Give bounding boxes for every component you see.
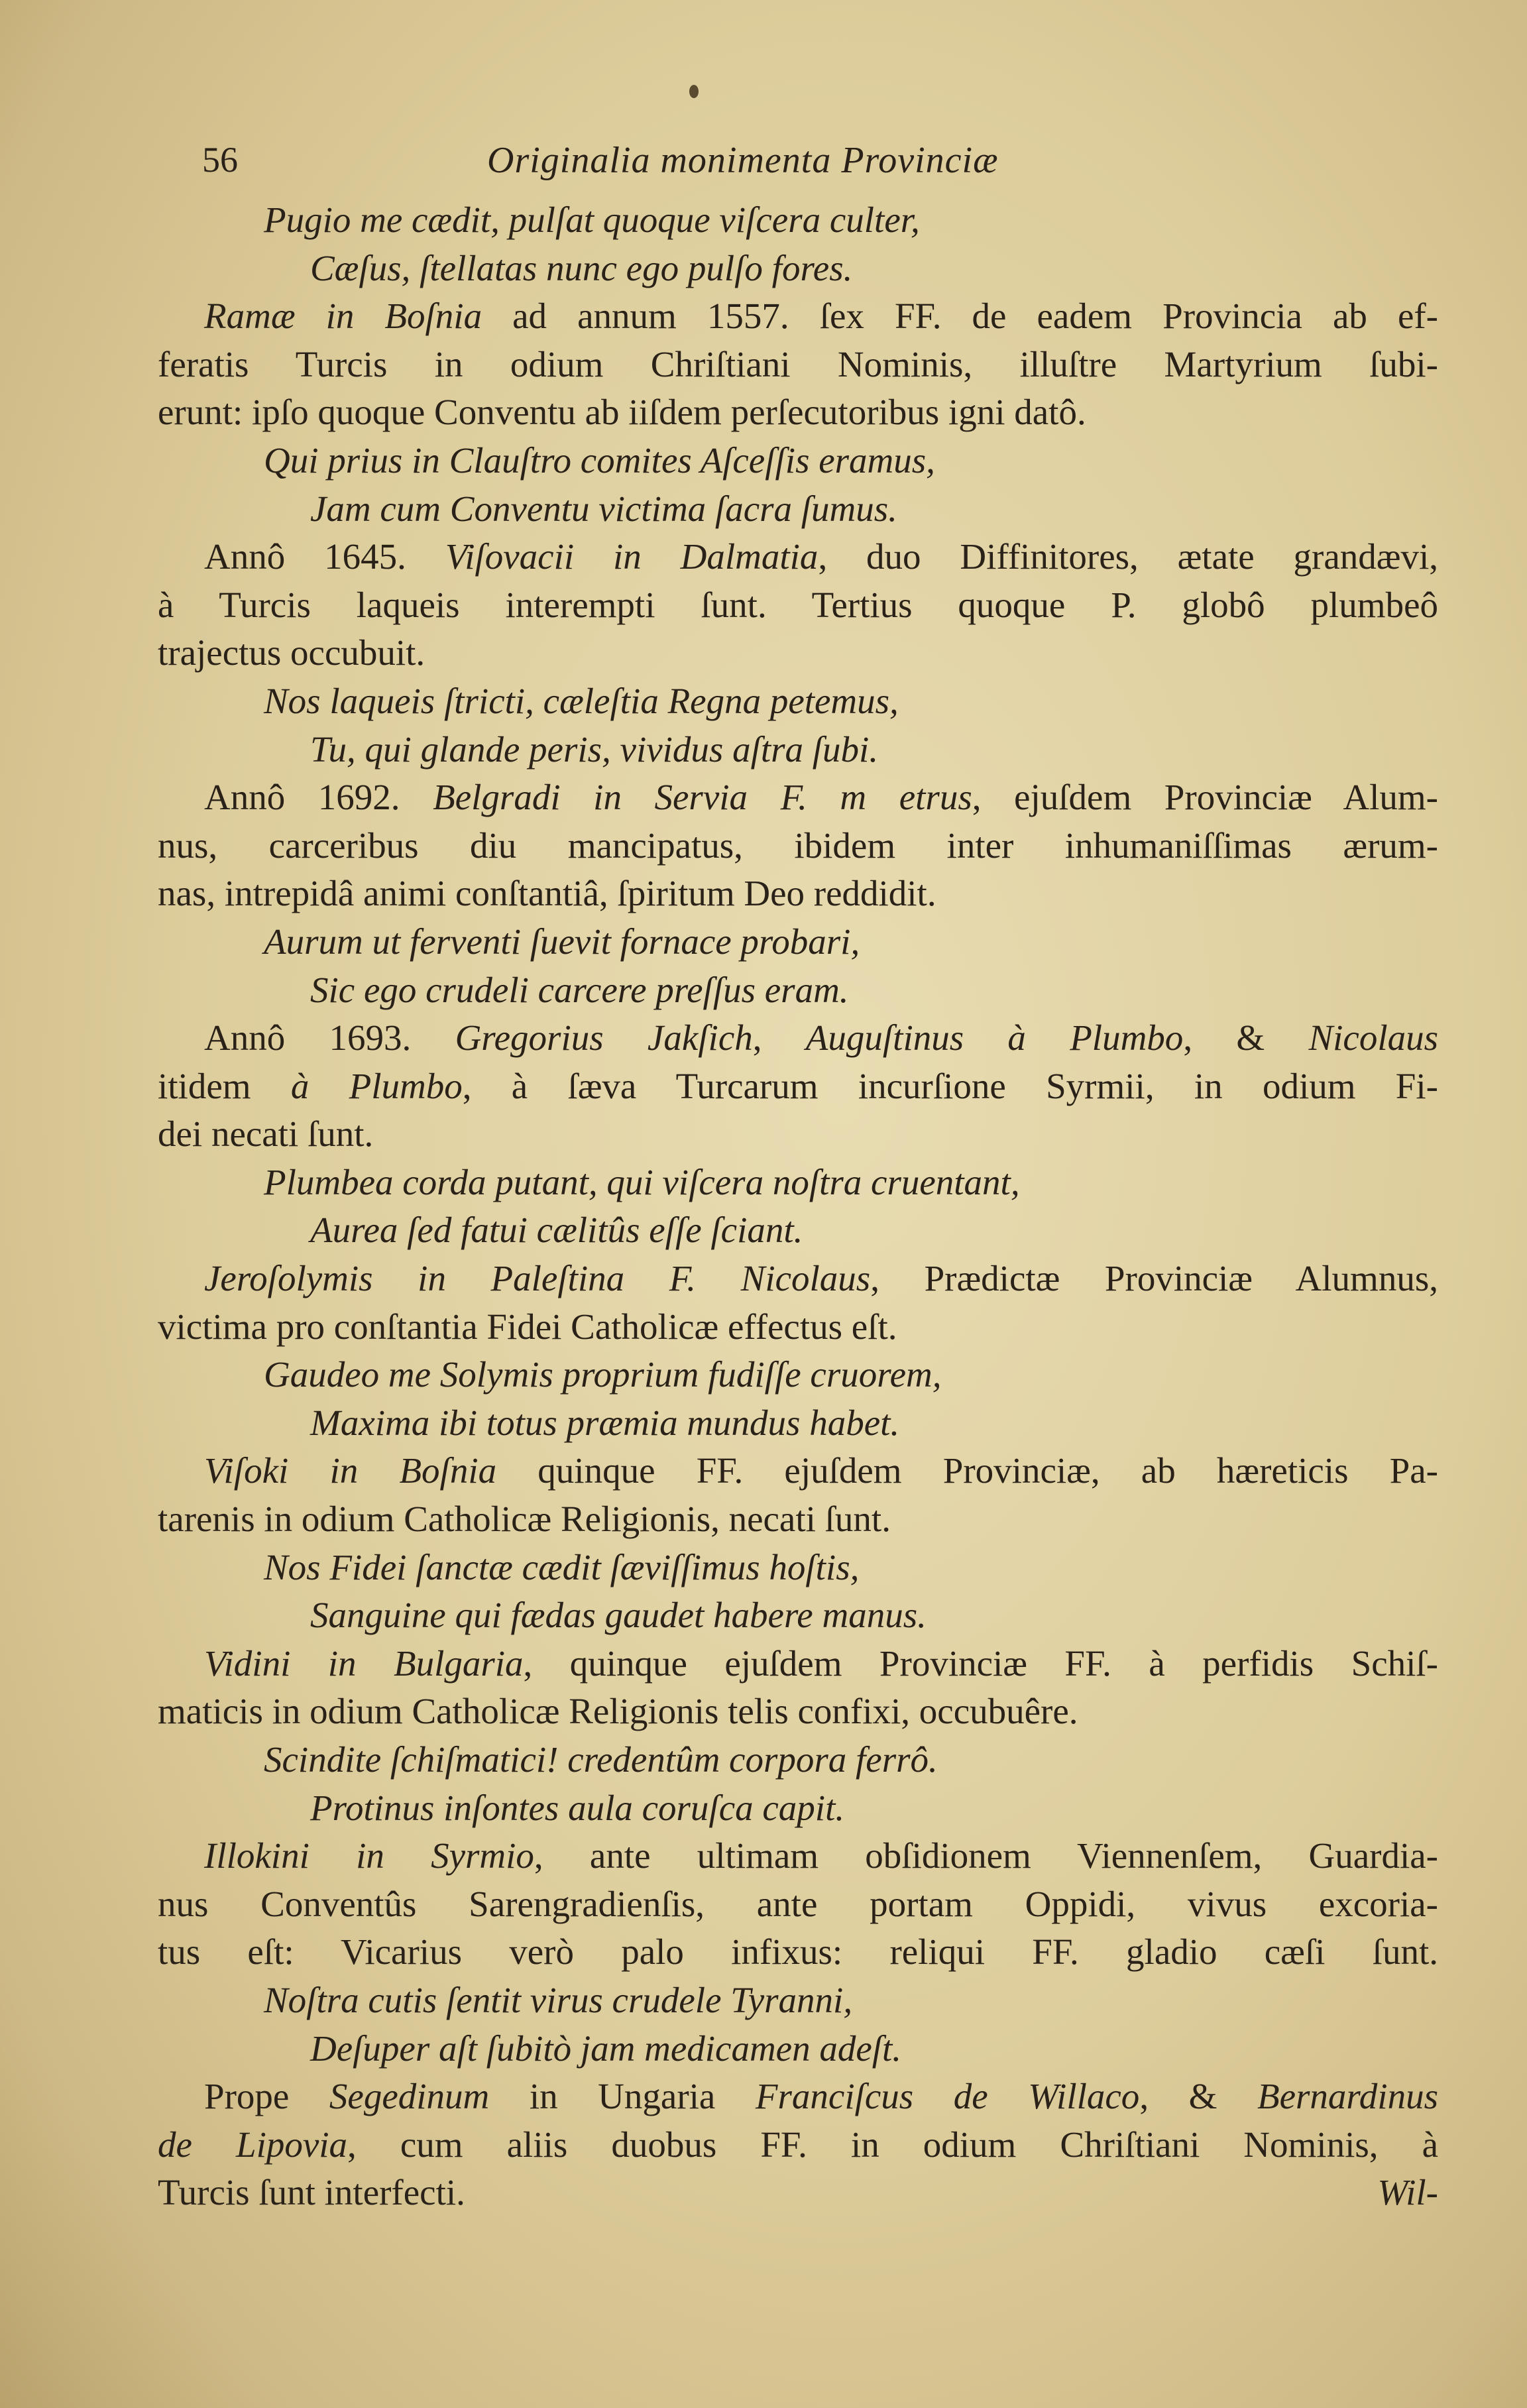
verse-line <box>158 1544 1438 1592</box>
text-segment: Annô 1692. <box>204 777 433 818</box>
text-segment: feratis Turcis in odium Chriſtiani Nominis, illuſtre Martyrium ſubi- <box>158 343 1438 384</box>
text-segment: Illokini in Syrmio <box>204 1835 534 1876</box>
text-segment: , & <box>1139 2076 1258 2117</box>
text-segment: Protinus inſontes aula coruſca capit. <box>310 1787 845 1828</box>
text-segment: Noſtra cutis ſentit virus crudele Tyranni, <box>264 1979 853 2020</box>
text-segment: , cum aliis duobus FF. in odium Chriſtiani Nominis, à <box>347 2124 1438 2165</box>
text-line <box>158 1880 1438 1929</box>
verse-line <box>158 1159 1438 1207</box>
text-line <box>158 2121 1438 2169</box>
text-segment: Aurea ſed fatui cælitûs eſſe ſciant. <box>310 1210 803 1251</box>
text-segment: Auguſtinus à Plumbo <box>805 1017 1184 1059</box>
verse-line <box>158 677 1438 726</box>
verse-line <box>158 918 1438 966</box>
text-segment: itidem <box>158 1065 291 1106</box>
text-segment: nus, carceribus diu mancipatus, ibidem inter inhumaniſſimas ærum- <box>158 825 1438 866</box>
text-segment: Aurum ut ferventi ſuevit fornace probari, <box>264 921 860 962</box>
text-segment: in Ungaria <box>489 2076 756 2117</box>
text-segment: Scindite ſchiſmatici! credentûm corpora ferrô. <box>264 1739 938 1780</box>
text-segment: tus eſt: Vicarius verò palo infixus: reliqui FF. gladio cæſi ſunt. <box>158 1931 1438 1973</box>
text-line <box>158 1688 1438 1736</box>
text-segment: à Turcis laqueis interempti ſunt. Tertius quoque P. globô plumbeô <box>158 584 1438 625</box>
text-line <box>158 388 1438 437</box>
text-line <box>158 1447 1438 1495</box>
ink-speck <box>689 85 699 98</box>
verse-line <box>158 1399 1438 1448</box>
text-line <box>158 581 1438 630</box>
text-line <box>158 2169 1438 2217</box>
text-line <box>158 629 1438 677</box>
text-segment: ad annum 1557. ſex FF. de eadem Provincia ab ef- <box>482 296 1438 337</box>
text-segment: , à ſæva Turcarum incurſione Syrmii, in odium Fi- <box>462 1065 1438 1106</box>
verse-line <box>158 2025 1438 2073</box>
text-segment: Plumbea corda putant, qui viſcera noſtra cruentant, <box>264 1161 1020 1202</box>
text-line <box>158 2073 1438 2121</box>
verse-line <box>158 966 1438 1015</box>
text-segment: Jam cum Conventu victima ſacra ſumus. <box>310 488 897 529</box>
verse-line <box>158 245 1438 293</box>
verse-line <box>158 1591 1438 1640</box>
text-segment: à Plumbo <box>290 1065 463 1106</box>
verse-line <box>158 437 1438 485</box>
running-title: Originalia monimenta Provinciæ <box>487 140 999 181</box>
text-line <box>158 1928 1438 1977</box>
text-segment: , quinque ejuſdem Provinciæ FF. à perfidis Schiſ- <box>523 1642 1438 1684</box>
catchword: Wil- <box>1377 2172 1438 2213</box>
text-segment: nus Conventûs Sarengradienſis, ante portam Oppidi, vivus excoria- <box>158 1883 1438 1924</box>
text-line <box>158 1255 1438 1303</box>
verse-line <box>158 1977 1438 2025</box>
text-segment: Cæſus, ſtellatas nunc ego pulſo fores. <box>310 247 853 288</box>
text-segment: Jeroſolymis in Paleſtina F. Nicolaus <box>204 1258 871 1299</box>
text-line <box>158 774 1438 822</box>
text-segment: Belgradi in Servia F. m etrus <box>433 777 972 818</box>
text-segment: Segedinum <box>329 2076 490 2117</box>
text-segment: Deſuper aſt ſubitò jam medicamen adeſt. <box>310 2028 902 2069</box>
text-segment: Annô 1645. <box>204 536 445 577</box>
text-segment: Annô 1693. <box>204 1017 455 1059</box>
page-number: 56 <box>202 140 238 180</box>
text-segment: Viſovacii in Dalmatia <box>445 536 819 577</box>
text-segment: , ejuſdem Provinciæ Alum- <box>972 777 1438 818</box>
text-segment: maticis in odium Catholicæ Religionis telis confixi, occubuêre. <box>158 1691 1078 1732</box>
text-line <box>158 292 1438 341</box>
text-line <box>158 1110 1438 1159</box>
text-segment: , duo Diffinitores, ætate grandævi, <box>818 536 1438 577</box>
text-segment: nas, intrepidâ animi conſtantiâ, ſpiritum Deo reddidit. <box>158 873 936 914</box>
verse-line <box>158 196 1438 245</box>
verse-line <box>158 1206 1438 1255</box>
text-line <box>158 1640 1438 1688</box>
text-line <box>158 1832 1438 1880</box>
text-line <box>158 533 1438 581</box>
verse-line <box>158 1784 1438 1833</box>
verse-line <box>158 1736 1438 1784</box>
text-segment: , & <box>1183 1017 1309 1059</box>
text-segment: victima pro conſtantia Fidei Catholicæ effectus eſt. <box>158 1306 897 1347</box>
text-segment: Vidini in Bulgaria <box>204 1642 524 1684</box>
text-segment: , ante ultimam obſidionem Viennenſem, Guardia- <box>534 1835 1438 1876</box>
page-header <box>202 139 1209 192</box>
text-segment: , <box>752 1017 806 1059</box>
body-text <box>158 196 1438 2217</box>
text-line <box>158 1014 1438 1062</box>
text-segment: Gregorius Jakſich <box>455 1017 753 1059</box>
text-segment: Nicolaus <box>1308 1017 1438 1059</box>
text-line <box>158 1303 1438 1351</box>
text-segment: tarenis in odium Catholicæ Religionis, necati ſunt. <box>158 1499 891 1540</box>
text-segment: Gaudeo me Solymis proprium fudiſſe cruorem, <box>264 1354 942 1395</box>
verse-line <box>158 485 1438 534</box>
text-segment: Maxima ibi totus præmia mundus habet. <box>310 1402 900 1443</box>
text-segment: Turcis ſunt interfecti. <box>158 2172 465 2213</box>
text-segment: Qui prius in Clauſtro comites Aſceſſis eramus, <box>264 439 935 481</box>
text-segment: quinque FF. ejuſdem Provinciæ, ab hæreticis Pa- <box>496 1450 1438 1491</box>
text-segment: Bernardinus <box>1257 2076 1438 2117</box>
text-line <box>158 1062 1438 1111</box>
text-segment: Tu, qui glande peris, vividus aſtra ſubi. <box>310 728 879 770</box>
text-segment: Franciſcus de Willaco <box>755 2076 1140 2117</box>
text-segment: Pugio me cædit, pulſat quoque viſcera culter, <box>264 200 920 240</box>
text-segment: erunt: ipſo quoque Conventu ab iiſdem perſecutoribus igni datô. <box>158 392 1086 433</box>
text-segment: Sic ego crudeli carcere preſſus eram. <box>310 969 849 1010</box>
text-segment: dei necati ſunt. <box>158 1114 374 1155</box>
text-segment: Viſoki in Boſnia <box>204 1450 497 1491</box>
verse-line <box>158 726 1438 774</box>
text-segment: Prope <box>204 2076 329 2117</box>
text-line <box>158 1495 1438 1544</box>
verse-line <box>158 1351 1438 1399</box>
text-line <box>158 341 1438 389</box>
text-segment: Sanguine qui fædas gaudet habere manus. <box>310 1595 927 1636</box>
text-segment: de Lipovia <box>158 2124 348 2165</box>
text-line <box>158 870 1438 918</box>
text-segment: Nos Fidei ſanctæ cædit ſæviſſimus hoſtis, <box>264 1546 860 1587</box>
text-segment: , Prædictæ Provinciæ Alumnus, <box>870 1258 1438 1299</box>
text-segment: Ramæ in Boſnia <box>204 296 482 337</box>
text-line <box>158 822 1438 870</box>
text-segment: trajectus occubuit. <box>158 632 425 673</box>
text-segment: Nos laqueis ſtricti, cæleſtia Regna petemus, <box>264 680 899 721</box>
